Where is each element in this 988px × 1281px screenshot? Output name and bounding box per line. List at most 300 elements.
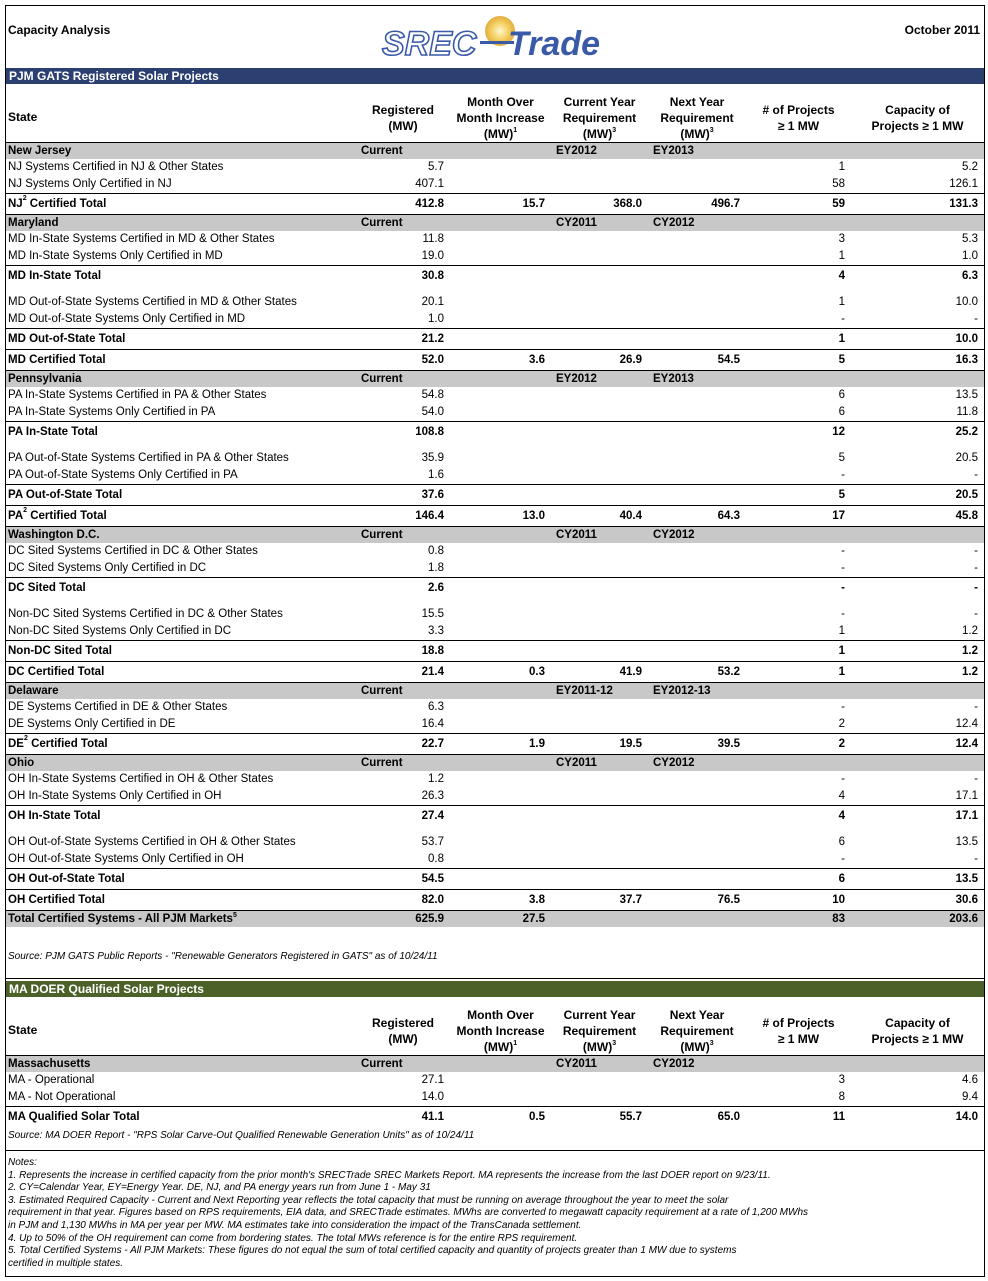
cell-value: 27.1 — [421, 1074, 444, 1086]
cell-value — [648, 159, 746, 176]
cell-value: 3 — [838, 1074, 845, 1086]
footnotes — [8, 1157, 978, 1270]
table-row — [6, 311, 984, 329]
cell-value: 14.0 — [421, 1091, 444, 1103]
cell-value: Current — [356, 215, 450, 232]
cell-value: 37.6 — [356, 485, 450, 506]
cell-value: 19.0 — [421, 250, 444, 262]
header-capacity: Capacity of Projects ≥ 1 MW — [871, 1016, 964, 1046]
cell-value: 17.1 — [955, 790, 978, 802]
pjm-source-note: Source: PJM GATS Public Reports - "Renewable Generators Registered in GATS" as of 10/24/11 — [8, 951, 438, 962]
header-projects-count: # of Projects ≥ 1 MW — [762, 103, 835, 133]
cell-value: 131.3 — [851, 194, 984, 215]
footnote-line: in PJM and 1,130 MWhs in MA per year per MW. MA estimates take into consideration the impact of the TransCanada settlement. — [8, 1219, 582, 1231]
cell-value: 58 — [832, 178, 845, 190]
row-label: Pennsylvania — [6, 371, 356, 388]
cell-value — [450, 1089, 551, 1107]
cell-value: 6.3 — [428, 701, 444, 713]
cell-value — [648, 485, 746, 506]
cell-value: 5.7 — [428, 161, 444, 173]
cell-value: 41.9 — [551, 662, 648, 683]
cell-value: 5 — [746, 350, 851, 371]
cell-value: 1.8 — [428, 562, 444, 574]
cell-value: 15.5 — [421, 608, 444, 620]
cell-value — [450, 450, 551, 467]
cell-value: - — [746, 578, 851, 599]
cell-value — [746, 527, 851, 544]
capacity-report-sheet — [5, 5, 985, 1277]
cell-value: 65.0 — [648, 1107, 746, 1128]
table-row — [6, 851, 984, 869]
cell-value: 11 — [746, 1107, 851, 1128]
cell-value — [450, 422, 551, 443]
cell-value: 13.5 — [955, 836, 978, 848]
cell-value: 4 — [746, 806, 851, 827]
cell-value: Current — [356, 371, 450, 388]
cell-value — [851, 143, 984, 160]
cell-value — [648, 788, 746, 806]
cell-value — [551, 387, 648, 404]
cell-value: 30.6 — [851, 890, 984, 911]
cell-value — [450, 788, 551, 806]
row-label: Non-DC Sited Systems Only Certified in DC — [8, 625, 232, 637]
cell-value: - — [851, 578, 984, 599]
report-title: Capacity Analysis — [8, 23, 111, 37]
cell-value — [551, 1089, 648, 1107]
cell-value: - — [974, 545, 978, 557]
cell-value — [648, 851, 746, 869]
cell-value: Current — [356, 527, 450, 544]
cell-value — [648, 834, 746, 851]
cell-value — [746, 371, 851, 388]
cell-value: 1.2 — [851, 662, 984, 683]
cell-value: 0.5 — [450, 1107, 551, 1128]
row-label: DC Sited Total — [6, 578, 356, 599]
cell-value: - — [841, 562, 845, 574]
row-label: MD Out-of-State Total — [6, 329, 356, 350]
row-label: PA Out-of-State Systems Certified in PA & Other States — [8, 452, 289, 464]
cell-value — [551, 266, 648, 287]
header-next-year-requirement: Next Year Requirement (MW)$^3$ — [660, 1008, 734, 1054]
cell-value — [450, 231, 551, 248]
cell-value — [450, 387, 551, 404]
cell-value: - — [841, 545, 845, 557]
cell-value — [450, 543, 551, 560]
cell-value — [648, 294, 746, 311]
cell-value: 1.2 — [851, 641, 984, 662]
cell-value — [551, 771, 648, 788]
cell-value — [551, 560, 648, 578]
cell-value: 10 — [746, 890, 851, 911]
cell-value: 21.2 — [356, 329, 450, 350]
cell-value: 39.5 — [648, 734, 746, 755]
table-row — [6, 788, 984, 806]
header-registered: Registered (MW) — [371, 1016, 435, 1046]
table-row — [6, 699, 984, 716]
cell-value: - — [974, 608, 978, 620]
cell-value — [551, 248, 648, 266]
total-row — [6, 869, 984, 890]
cell-value — [648, 543, 746, 560]
row-label: DE Systems Certified in DE & Other States — [8, 701, 228, 713]
cell-value — [450, 755, 551, 772]
cell-value: 368.0 — [551, 194, 648, 215]
total-row — [6, 266, 984, 287]
cell-value: 3.3 — [428, 625, 444, 637]
table-row — [6, 176, 984, 194]
pjm-data-table — [6, 142, 984, 927]
header-registered: Registered (MW) — [371, 103, 435, 133]
cell-value: EY2012 — [551, 143, 648, 160]
cell-value: 12 — [746, 422, 851, 443]
notes-divider — [6, 1150, 984, 1151]
cell-value: 15.7 — [450, 194, 551, 215]
cell-value: 35.9 — [421, 452, 444, 464]
row-label: MD Out-of-State Systems Certified in MD & Other States — [8, 296, 297, 308]
total-row — [6, 1107, 984, 1128]
cell-value: 1 — [838, 250, 845, 262]
cell-value — [450, 176, 551, 194]
cell-value: 83 — [746, 911, 851, 928]
cell-value: - — [841, 773, 845, 785]
cell-value: 12.4 — [955, 718, 978, 730]
cell-value — [648, 467, 746, 485]
table-row — [6, 404, 984, 422]
row-label: OH In-State Total — [6, 806, 356, 827]
ma-source-note: Source: MA DOER Report - "RPS Solar Carve-Out Qualified Renewable Generation Units" as of 10/24/11 — [8, 1130, 475, 1141]
cell-value — [551, 869, 648, 890]
cell-value — [746, 755, 851, 772]
cell-value: Current — [356, 143, 450, 160]
cell-value — [450, 215, 551, 232]
cell-value: - — [841, 853, 845, 865]
grand-total-row — [6, 911, 984, 928]
cell-value — [648, 606, 746, 623]
footnote-line: requirement in that year. Figures based on RPS requirements, EIA data, and SRECTrade estimates. MWhs are converted to megawatt capacity requirement at a rate of 1,200 MWhs — [8, 1207, 809, 1219]
cell-value — [648, 911, 746, 928]
cell-value — [450, 641, 551, 662]
row-label: PA In-State Total — [6, 422, 356, 443]
cell-value: 9.4 — [962, 1091, 978, 1103]
cell-value — [851, 683, 984, 700]
cell-value: 6 — [838, 389, 845, 401]
cell-value — [851, 755, 984, 772]
cell-value — [450, 606, 551, 623]
cell-value: 146.4 — [356, 506, 450, 527]
cell-value — [450, 527, 551, 544]
cell-value: Current — [356, 1056, 450, 1073]
cell-value: - — [974, 773, 978, 785]
row-label: PA Out-of-State Systems Only Certified in PA — [8, 469, 238, 481]
cell-value — [450, 143, 551, 160]
cell-value: 496.7 — [648, 194, 746, 215]
cell-value: 64.3 — [648, 506, 746, 527]
cell-value: CY2011 — [551, 755, 648, 772]
row-label: MD In-State Total — [6, 266, 356, 287]
svg-text:Trade: Trade — [508, 25, 600, 63]
header-month-over-month: Month Over Month Increase (MW)$^1$ — [456, 1008, 545, 1054]
cell-value: CY2012 — [648, 755, 746, 772]
total-row — [6, 329, 984, 350]
cell-value: 82.0 — [356, 890, 450, 911]
cell-value: 17.1 — [851, 806, 984, 827]
cell-value: 40.4 — [551, 506, 648, 527]
row-label: OH In-State Systems Certified in OH & Other States — [8, 773, 274, 785]
row-label: MA - Operational — [8, 1074, 95, 1086]
total-row — [6, 641, 984, 662]
cell-value: 12.4 — [851, 734, 984, 755]
header-capacity: Capacity of Projects ≥ 1 MW — [871, 103, 964, 133]
cell-value: 14.0 — [851, 1107, 984, 1128]
notes-title: Notes: — [8, 1157, 37, 1168]
table-row — [6, 450, 984, 467]
svg-text:SREC: SREC — [382, 25, 477, 63]
cell-value: 5 — [838, 452, 845, 464]
cell-value — [551, 159, 648, 176]
total-row — [6, 506, 984, 527]
cell-value: 54.5 — [356, 869, 450, 890]
cell-value: 37.7 — [551, 890, 648, 911]
cell-value — [648, 716, 746, 734]
cell-value — [551, 716, 648, 734]
header-current-year-requirement: Current Year Requirement (MW)$^3$ — [562, 95, 637, 141]
cell-value: 1.0 — [962, 250, 978, 262]
cell-value: 108.8 — [356, 422, 450, 443]
cell-value — [450, 248, 551, 266]
cell-value — [450, 716, 551, 734]
cell-value: CY2011 — [551, 215, 648, 232]
cell-value: 13.5 — [955, 389, 978, 401]
cell-value: 20.5 — [955, 452, 978, 464]
cell-value — [648, 404, 746, 422]
cell-value: 1 — [746, 329, 851, 350]
cell-value — [551, 176, 648, 194]
cell-value — [551, 851, 648, 869]
cell-value — [648, 869, 746, 890]
table-row — [6, 606, 984, 623]
cell-value: - — [974, 701, 978, 713]
cell-value: 11.8 — [956, 406, 978, 418]
table-row — [6, 543, 984, 560]
report-header — [6, 6, 984, 66]
cell-value: 1 — [838, 625, 845, 637]
cell-value: - — [841, 701, 845, 713]
row-label: MD Certified Total — [6, 350, 356, 371]
cell-value — [450, 467, 551, 485]
cell-value: 1.2 — [962, 625, 978, 637]
cell-value — [450, 560, 551, 578]
footnote-line: certified in multiple states. — [8, 1257, 124, 1269]
cell-value: - — [841, 608, 845, 620]
cell-value — [551, 311, 648, 329]
cell-value: - — [841, 313, 845, 325]
cell-value — [648, 560, 746, 578]
cell-value: - — [974, 469, 978, 481]
cell-value — [450, 329, 551, 350]
table-row — [6, 294, 984, 311]
cell-value — [551, 467, 648, 485]
pjm-column-headers — [6, 86, 984, 146]
cell-value: 0.3 — [450, 662, 551, 683]
row-label: Total Certified Systems - All PJM Markets$^5$ — [6, 911, 356, 928]
cell-value: 17 — [746, 506, 851, 527]
table-row — [6, 1089, 984, 1107]
cell-value: 20.5 — [851, 485, 984, 506]
cell-value: 2 — [746, 734, 851, 755]
cell-value: EY2012 — [551, 371, 648, 388]
cell-value: 6 — [746, 869, 851, 890]
row-label: New Jersey — [6, 143, 356, 160]
cell-value — [648, 266, 746, 287]
cell-value: 25.2 — [851, 422, 984, 443]
cell-value: - — [841, 469, 845, 481]
total-row — [6, 662, 984, 683]
cell-value: 2 — [838, 718, 845, 730]
cell-value — [551, 834, 648, 851]
cell-value — [648, 699, 746, 716]
cell-value: 76.5 — [648, 890, 746, 911]
cell-value — [648, 176, 746, 194]
row-label: Massachusetts — [6, 1056, 356, 1073]
total-row — [6, 350, 984, 371]
table-row — [6, 159, 984, 176]
cell-value: 3 — [838, 233, 845, 245]
cell-value: 6 — [838, 836, 845, 848]
cell-value: - — [974, 313, 978, 325]
cell-value — [648, 450, 746, 467]
header-state: State — [8, 110, 38, 124]
cell-value: 3.8 — [450, 890, 551, 911]
cell-value: CY2012 — [648, 1056, 746, 1073]
spacer-row — [6, 442, 984, 450]
total-row — [6, 422, 984, 443]
cell-value — [648, 329, 746, 350]
spacer-row — [6, 598, 984, 606]
table-row — [6, 716, 984, 734]
cell-value: 625.9 — [356, 911, 450, 928]
footnote-line: 1. Represents the increase in certified capacity from the prior month's SRECTrade SREC Markets Report. MA represents the increase from the last DOER report on 9/23/11. — [8, 1169, 771, 1181]
ma-section-title: MA DOER Qualified Solar Projects — [6, 981, 984, 997]
table-row — [6, 467, 984, 485]
cell-value: 21.4 — [356, 662, 450, 683]
report-date: October 2011 — [904, 23, 980, 37]
total-row — [6, 890, 984, 911]
cell-value: EY2012-13 — [648, 683, 746, 700]
cell-value — [851, 527, 984, 544]
cell-value: 55.7 — [551, 1107, 648, 1128]
cell-value: 18.8 — [356, 641, 450, 662]
cell-value: 52.0 — [356, 350, 450, 371]
cell-value: 19.5 — [551, 734, 648, 755]
cell-value — [551, 911, 648, 928]
cell-value: 27.5 — [450, 911, 551, 928]
cell-value: EY2013 — [648, 143, 746, 160]
table-row — [6, 387, 984, 404]
row-label: DC Sited Systems Only Certified in DC — [8, 562, 207, 574]
cell-value: 0.8 — [428, 853, 444, 865]
cell-value: 4.6 — [962, 1074, 978, 1086]
ma-data-table — [6, 1055, 984, 1127]
row-label: DE Systems Only Certified in DE — [8, 718, 176, 730]
header-state: State — [8, 1023, 38, 1037]
cell-value: 45.8 — [851, 506, 984, 527]
cell-value: 13.0 — [450, 506, 551, 527]
cell-value: 0.8 — [428, 545, 444, 557]
spacer-row — [6, 826, 984, 834]
cell-value: 412.8 — [356, 194, 450, 215]
cell-value — [450, 404, 551, 422]
cell-value: 54.0 — [421, 406, 444, 418]
cell-value: 54.5 — [648, 350, 746, 371]
section-divider — [6, 978, 984, 979]
row-label: DC Sited Systems Certified in DC & Other States — [8, 545, 258, 557]
cell-value — [450, 485, 551, 506]
cell-value — [746, 1056, 851, 1073]
table-row — [6, 560, 984, 578]
spacer-row — [6, 286, 984, 294]
cell-value: 53.7 — [421, 836, 444, 848]
cell-value — [450, 683, 551, 700]
cell-value: Current — [356, 755, 450, 772]
cell-value — [450, 623, 551, 641]
cell-value: 6.3 — [851, 266, 984, 287]
cell-value: - — [974, 562, 978, 574]
cell-value — [551, 578, 648, 599]
cell-value: 4 — [838, 790, 845, 802]
row-label: $NJ^2$ Certified Total — [6, 194, 356, 215]
cell-value — [450, 851, 551, 869]
cell-value — [648, 422, 746, 443]
cell-value — [851, 1056, 984, 1073]
row-label: OH Out-of-State Systems Only Certified in OH — [8, 853, 244, 865]
cell-value: 1.0 — [428, 313, 444, 325]
cell-value: 1.2 — [428, 773, 444, 785]
row-label: PA In-State Systems Certified in PA & Other States — [8, 389, 267, 401]
cell-value — [450, 1072, 551, 1089]
cell-value — [450, 266, 551, 287]
table-row — [6, 248, 984, 266]
cell-value: 13.5 — [851, 869, 984, 890]
cell-value: CY2012 — [648, 527, 746, 544]
cell-value — [648, 771, 746, 788]
cell-value: 1 — [838, 161, 845, 173]
cell-value: 5 — [746, 485, 851, 506]
srectrade-logo — [376, 11, 626, 63]
cell-value — [551, 404, 648, 422]
state-group-row — [6, 143, 984, 160]
cell-value: 30.8 — [356, 266, 450, 287]
cell-value — [851, 215, 984, 232]
cell-value — [648, 248, 746, 266]
cell-value — [450, 294, 551, 311]
row-label: Delaware — [6, 683, 356, 700]
table-row — [6, 1072, 984, 1089]
cell-value — [851, 371, 984, 388]
cell-value: 22.7 — [356, 734, 450, 755]
cell-value: 5.2 — [962, 161, 978, 173]
cell-value: 41.1 — [356, 1107, 450, 1128]
cell-value — [450, 578, 551, 599]
cell-value: 1.6 — [428, 469, 444, 481]
cell-value: 1 — [746, 662, 851, 683]
state-group-row — [6, 527, 984, 544]
row-label: MA - Not Operational — [8, 1091, 116, 1103]
cell-value — [450, 869, 551, 890]
cell-value: EY2013 — [648, 371, 746, 388]
cell-value: CY2011 — [551, 1056, 648, 1073]
cell-value — [551, 699, 648, 716]
row-label: MD Out-of-State Systems Only Certified in MD — [8, 313, 246, 325]
